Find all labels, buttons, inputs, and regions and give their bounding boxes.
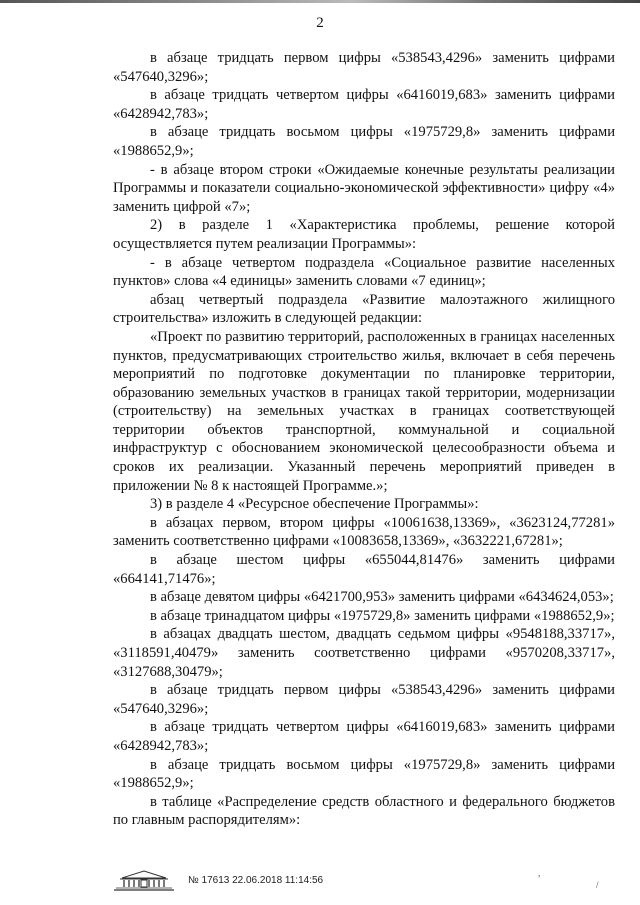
paragraph: в абзаце тридцать восьмом цифры «1975729,8» заменить цифрами «1988652,9»; bbox=[113, 124, 615, 159]
paragraph: в абзаце тридцать первом цифры «538543,4296» заменить цифрами «547640,3296»; bbox=[113, 682, 615, 717]
paragraph: в абзацах первом, втором цифры «10061638,13369», «3623124,77281» заменить соответственно цифрами «10083658,13369», «3632221,67281»; bbox=[113, 514, 615, 550]
paragraph: в абзаце шестом цифры «655044,81476» заменить цифрами «664141,71476»; bbox=[113, 552, 615, 587]
paragraph: в абзаце девятом цифры «6421700,953» заменить цифрами «6434624,053»; bbox=[150, 589, 614, 606]
document-footer bbox=[112, 868, 323, 892]
paragraph: - в абзаце четвертом подраздела «Социальное развитие населенных пунктов» слова «4 единицы» заменить словами «7 единиц»; bbox=[113, 254, 615, 290]
scan-mark: , bbox=[538, 868, 541, 878]
paragraph: в абзаце тридцать четвертом цифры «6416019,683» заменить цифрами «6428942,783»; bbox=[113, 719, 615, 754]
scan-mark: / bbox=[596, 880, 599, 890]
paragraph: в абзаце тридцать первом цифры «538543,4296» заменить цифрами «547640,3296»; bbox=[113, 50, 615, 85]
page-number: 2 bbox=[316, 15, 324, 31]
paragraph: в абзаце тридцать восьмом цифры «1975729,8» заменить цифрами «1988652,9»; bbox=[113, 756, 615, 792]
paragraph: - в абзаце втором строки «Ожидаемые конечные результаты реализации Программы и показатели социально-экономической эффективности» цифру «4» заменить цифрой «7»; bbox=[113, 161, 615, 215]
paragraph: в таблице «Распределение средств областного и федерального бюджетов по главным распорядителям»: bbox=[113, 793, 615, 829]
building-emblem-icon bbox=[112, 868, 176, 892]
paragraph: 3) в разделе 4 «Ресурсное обеспечение Программы»: bbox=[150, 496, 479, 513]
document-body bbox=[113, 49, 615, 830]
registration-stamp: № 17613 22.06.2018 11:14:56 bbox=[188, 874, 324, 886]
paragraph: в абзаце тридцать четвертом цифры «6416019,683» заменить цифрами «6428942,783»; bbox=[113, 87, 615, 122]
paragraph: в абзацах двадцать шестом, двадцать седьмом цифры «9548188,33717», «3118591,40479» заменить соответственно цифрами «9570208,33717», «3127688,30479»; bbox=[113, 626, 615, 680]
paragraph: в абзаце тринадцатом цифры «1975729,8» заменить цифрами «1988652,9»; bbox=[150, 607, 615, 624]
paragraph: абзац четвертый подраздела «Развитие малоэтажного жилищного строительства» изложить в следующей редакции: bbox=[113, 291, 615, 327]
paragraph: «Проект по развитию территорий, расположенных в границах населенных пунктов, предусматривающих строительство жилья, включает в себя перечень мероприятий по подготовке документации по планировке территории, образованию земельных участков в границах такой территории, модернизации (строительству) на земельных участках в границах соответствующей территории объектов транспортной, коммунальной и социальной инфраструктур с обоснованием экономической целесообразности объема и сроков их реализации. Указанный перечень мероприятий приведен в приложении № 8 к настоящей Программе.»; bbox=[113, 328, 615, 494]
paragraph: 2) в разделе 1 «Характеристика проблемы, решение которой осуществляется путем реализации Программы»: bbox=[113, 217, 615, 252]
scan-edge-artifact bbox=[0, 0, 640, 3]
